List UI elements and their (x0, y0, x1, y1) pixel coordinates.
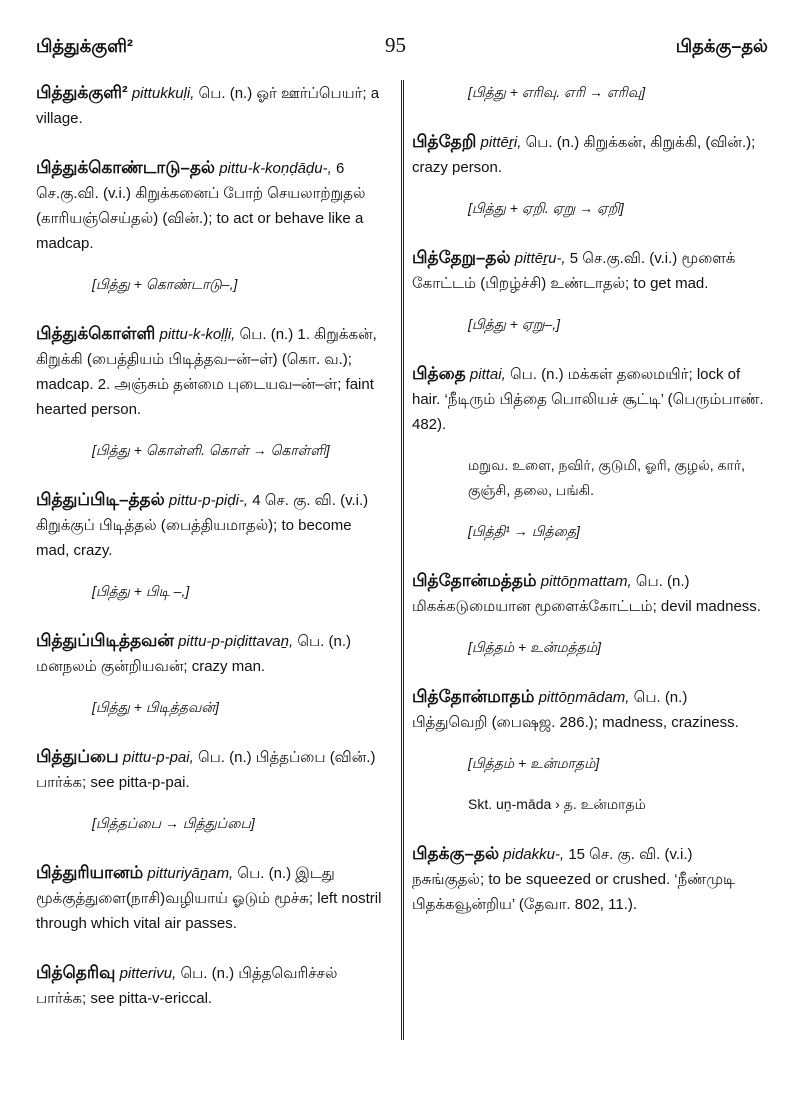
headword: பித்தேறு–தல் (412, 248, 511, 267)
headword: பித்துக்கொள்ளி (36, 324, 156, 343)
definition: ஓர் ஊர்ப்பெயர்; a village. (36, 85, 380, 127)
dictionary-entry (36, 628, 386, 720)
etymology: [பித்தம் + உன்மத்தம்] (468, 639, 602, 655)
etymology: [பித்தி¹ → பித்தை] (468, 523, 580, 539)
transliteration: pittēṟi, (480, 134, 522, 151)
column-divider (401, 80, 404, 1040)
dictionary-entry (36, 487, 386, 604)
definition: பித்தப்பை (வின்.) பார்க்க; see pitta-p-pai. (36, 749, 376, 791)
headword: பித்துப்பிடி–த்தல் (36, 490, 165, 509)
grammar-label: 5 செ.கு.வி. (v.i.) (569, 250, 678, 267)
transliteration: pittu-k-koṇḍāḍu-, (219, 160, 332, 177)
dictionary-entry (412, 684, 764, 817)
definition: நசுங்குதல்; to be squeezed or crushed. ‘நீண்முடி பிதக்கவூன்றிய’ (தேவா. 802, 11.). (412, 871, 735, 913)
dictionary-entry (412, 568, 764, 660)
etymology: [பித்து + கொள்ளி. கொள் → கொள்ளி] (92, 442, 330, 458)
definition: இடது மூக்குத்துளை(நாசி)வழியாய் ஓடும் மூச்சு; left nostril through which vital air passes. (36, 865, 382, 932)
right-column (412, 80, 764, 917)
headword: பித்துக்கொண்டாடு–தல் (36, 158, 216, 177)
transliteration: pittēṟu-, (514, 250, 566, 267)
grammar-label: பெ. (n.) (635, 573, 690, 590)
dictionary-entry (36, 321, 386, 463)
grammar-label: பெ. (n.) (180, 965, 235, 982)
left-column (36, 80, 386, 1011)
transliteration: pittukkuḷi, (131, 85, 195, 102)
running-head-right: பிதக்கு–தல் (675, 36, 768, 56)
sanskrit-note: Skt. uṉ-māda › த. உன்மாதம் (468, 796, 646, 812)
grammar-label: 15 செ. கு. வி. (v.i.) (568, 846, 693, 863)
transliteration: pittu-p-piḍittavaṉ, (178, 633, 294, 650)
etymology: [பித்தம் + உன்மாதம்] (468, 755, 600, 771)
transliteration: pidakku-, (503, 846, 565, 863)
grammar-label: பெ. (n.) (297, 633, 352, 650)
grammar-label: பெ. (n.) (525, 134, 580, 151)
transliteration: pittōṉmattam, (540, 573, 632, 590)
synonyms-note: மறுவ. உளை, நவிர், குடுமி, ஓரி, குழல், கார், குஞ்சி, தலை, பங்கி. (468, 457, 746, 498)
etymology: [பித்து + பிடித்தவன்] (92, 699, 219, 715)
dictionary-entry (412, 841, 764, 917)
grammar-label: 6 செ.கு.வி. (v.i.) (36, 160, 345, 202)
definition: மக்கள் தலைமயிர்; lock of hair. ‘நீடிரும் பித்தை பொலியச் சூட்டி’ (பெரும்பாண். 482). (412, 366, 764, 433)
definition: கிறுக்கன், கிறுக்கி, (வின்.); crazy person. (412, 134, 756, 176)
definition: கிறுக்குப் பிடித்தல் (பைத்தியமாதல்); to become mad, crazy. (36, 517, 352, 559)
dictionary-entry (412, 245, 764, 337)
dictionary-entry (36, 80, 386, 131)
definition: பித்தவெரிச்சல் பார்க்க; see pitta-v-ericcal. (36, 965, 338, 1007)
grammar-label: 4 செ. கு. வி. (v.i.) (252, 492, 369, 509)
grammar-label: பெ. (n.) (509, 366, 564, 383)
dictionary-entry (36, 860, 386, 936)
headword: பித்தெரிவு (36, 963, 116, 982)
headword: பித்துப்பை (36, 747, 119, 766)
etymology: [பித்து + பிடி –,] (92, 583, 190, 599)
grammar-label: பெ. (n.) (237, 865, 292, 882)
page-number: 95 (385, 33, 406, 57)
definition: பித்துவெறி (பைஷஜ. 286.); madness, craziness. (412, 714, 739, 731)
running-head-left: பித்துக்குளி² (36, 36, 134, 56)
headword: பித்துப்பிடித்தவன் (36, 631, 174, 650)
transliteration: pittai, (469, 366, 506, 383)
headword: பித்துக்குளி² (36, 83, 128, 102)
headword: பிதக்கு–தல் (412, 844, 500, 863)
definition: கிறுக்கனைப் போற் செயலாற்றுதல் (காரியஞ்செய்தல்) (வின்.); to act or behave like a madcap. (36, 185, 366, 252)
transliteration: pittu-p-piḍi-, (168, 492, 249, 509)
dictionary-entry (412, 361, 764, 544)
headword: பித்துரியானம் (36, 863, 144, 882)
etymology: [பித்து + கொண்டாடு–,] (92, 276, 238, 292)
definition: மனநலம் குன்றியவன்; crazy man. (36, 658, 266, 675)
etymology: [பித்தப்பை → பித்துப்பை] (92, 815, 255, 831)
headword: பித்தோன்மத்தம் (412, 571, 537, 590)
etymology: [பித்து + எரிவு. எரி → எரிவு] (468, 84, 646, 100)
headword: பித்தோன்மாதம் (412, 687, 535, 706)
dictionary-entry (412, 129, 764, 221)
grammar-label: பெ. (n.) (239, 326, 294, 343)
grammar-label: பெ. (n.) (197, 749, 252, 766)
transliteration: pitturiyāṉam, (147, 865, 234, 882)
definition: 1. கிறுக்கன், கிறுக்கி (பைத்தியம் பிடித்தவ–ன்–ள்) (கொ. வ.); madcap. 2. அஞ்சும் தன்மை புடையவ–ன்–ள்; faint hearted person. (36, 326, 377, 418)
headword: பித்தேறி (412, 132, 477, 151)
transliteration: pittōṉmādam, (538, 689, 630, 706)
transliteration: pitterivu, (119, 965, 177, 982)
definition: மிகக்கடுமையான மூளைக்கோட்டம்; devil madness. (412, 598, 761, 615)
definition: மூளைக் கோட்டம் (பிறழ்ச்சி) உண்டாதல்; to get mad. (412, 250, 736, 292)
etymology: [பித்து + ஏறு–,] (468, 316, 561, 332)
etymology: [பித்து + ஏறி. ஏறு → ஏறி] (468, 200, 624, 216)
dictionary-entry (36, 960, 386, 1011)
headword: பித்தை (412, 364, 466, 383)
transliteration: pittu-k-koḷḷi, (159, 326, 236, 343)
transliteration: pittu-p-pai, (122, 749, 194, 766)
grammar-label: பெ. (n.) (198, 85, 253, 102)
page-header (0, 0, 800, 70)
dictionary-entry (36, 155, 386, 297)
dictionary-entry-continued (412, 80, 764, 105)
grammar-label: பெ. (n.) (633, 689, 688, 706)
dictionary-entry (36, 744, 386, 836)
